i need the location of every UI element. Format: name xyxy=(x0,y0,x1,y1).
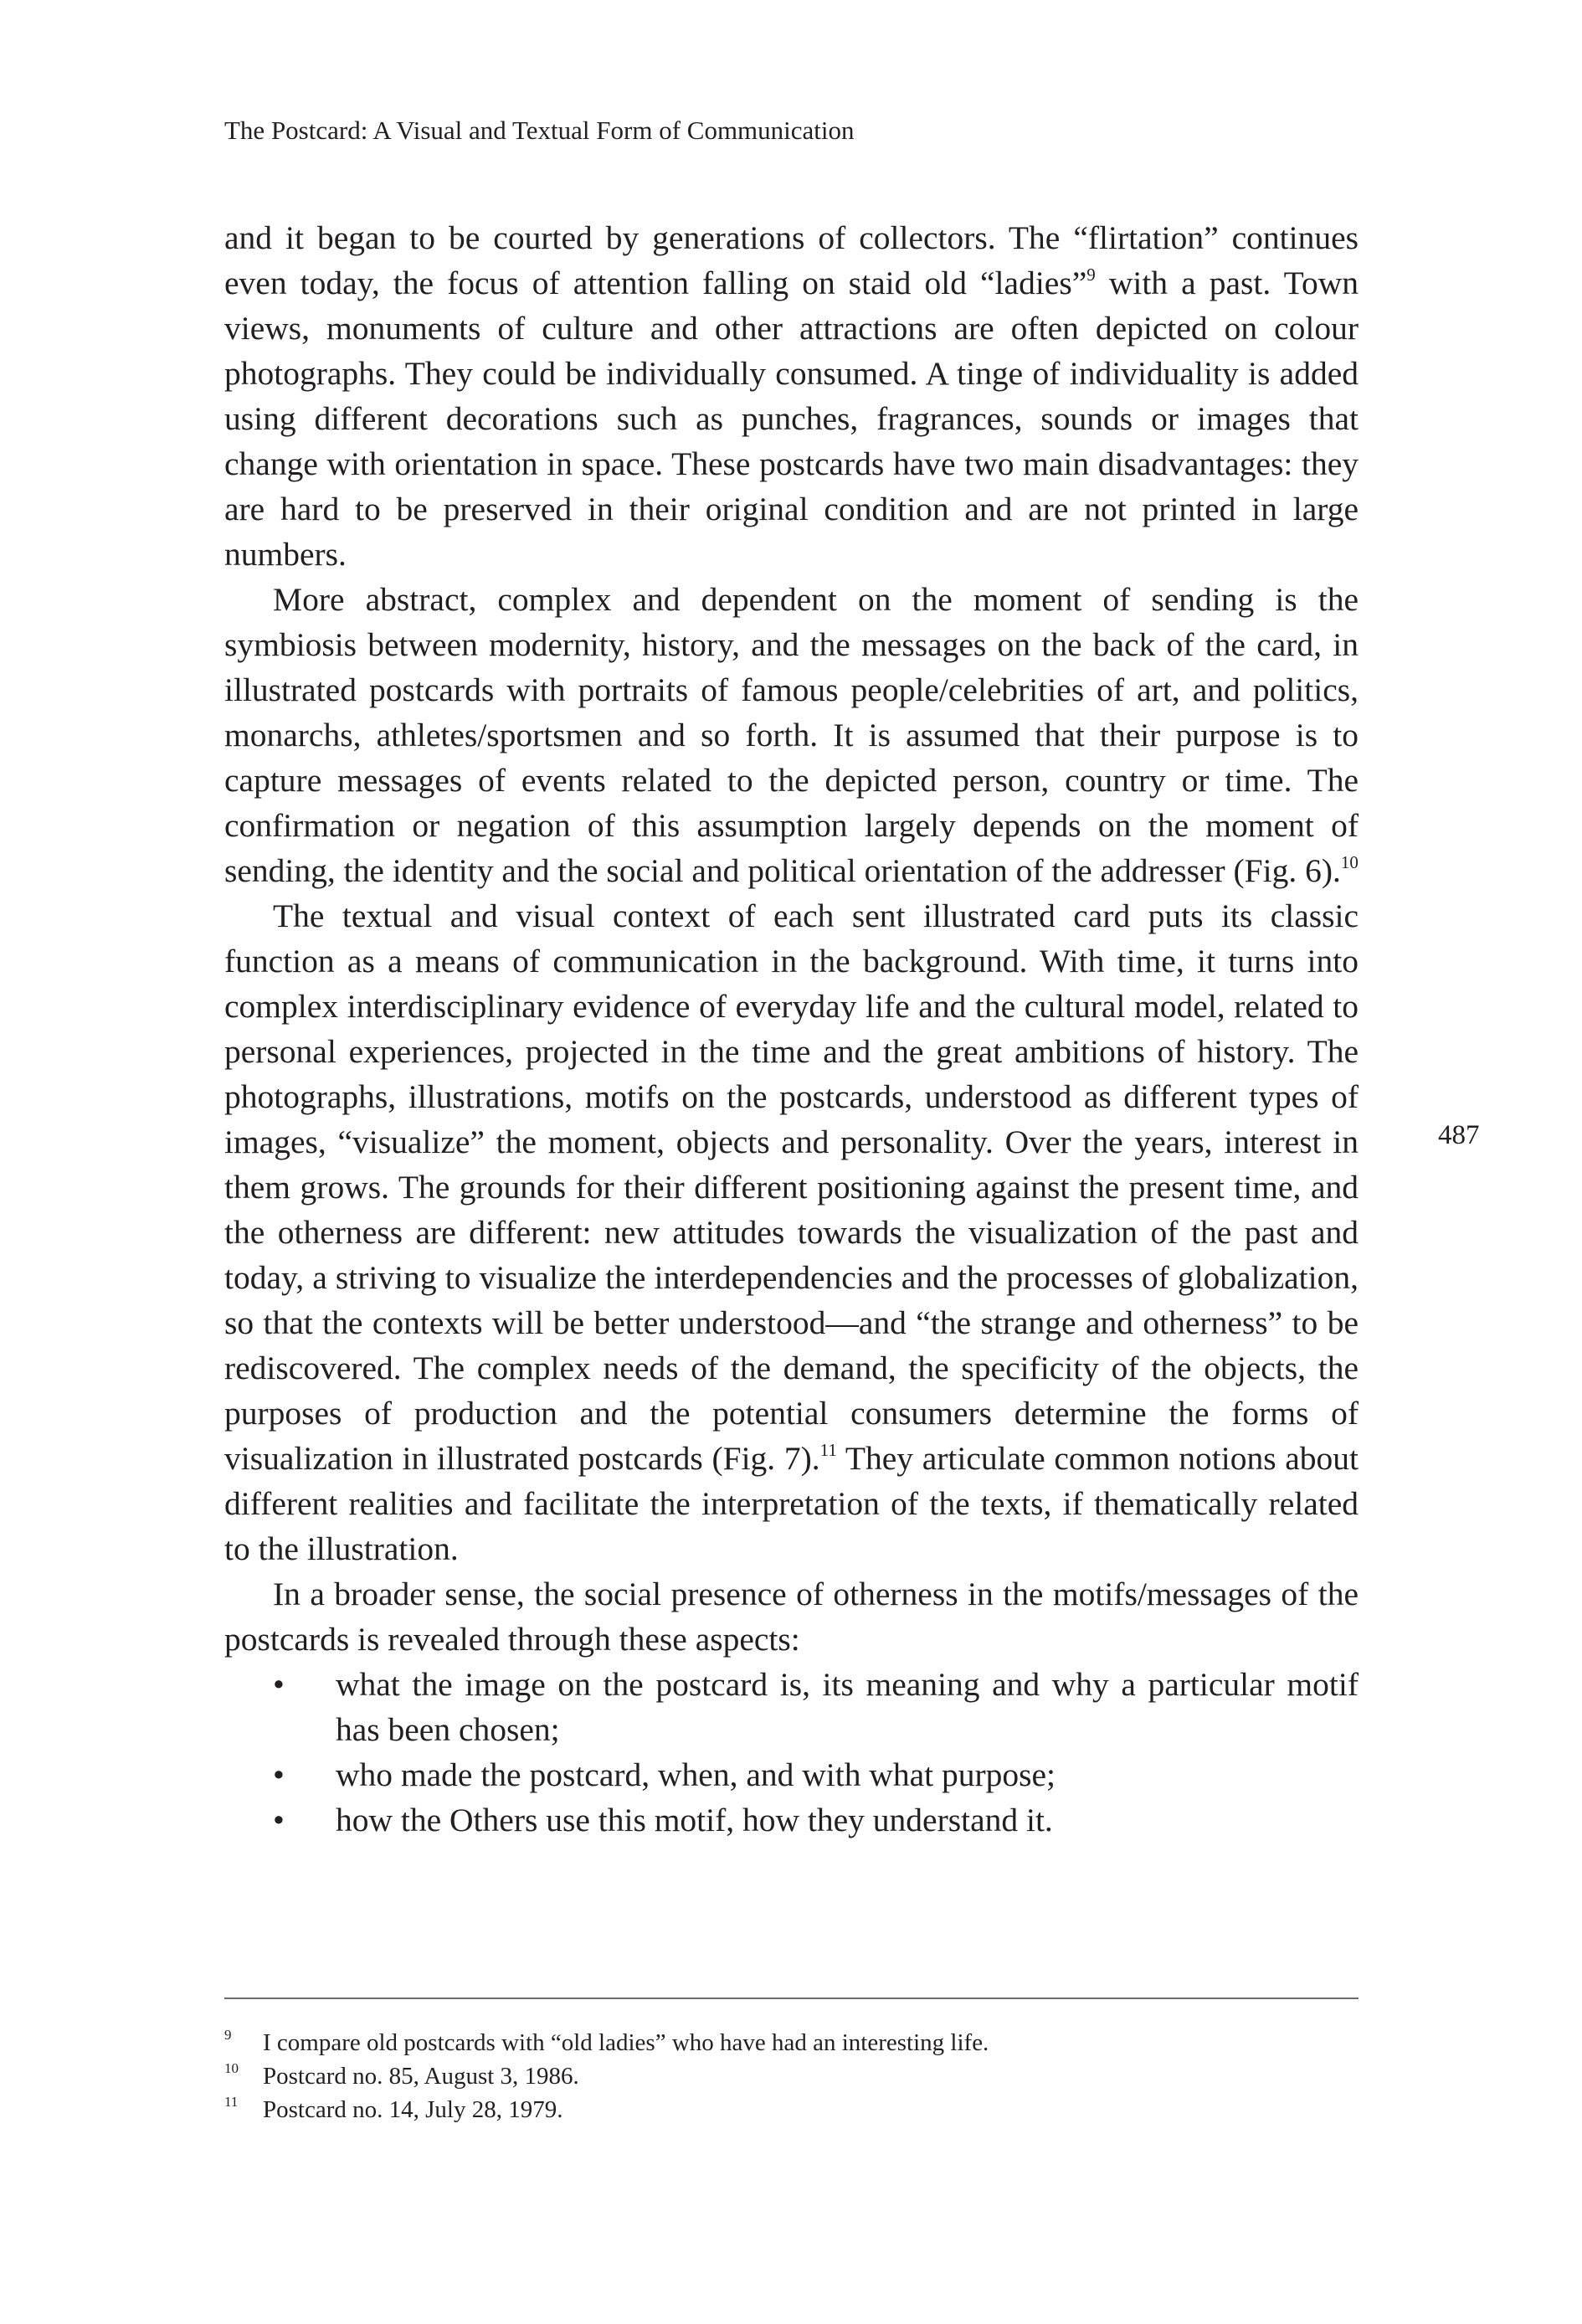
paragraph-text: More abstract, complex and dependent on the moment of sending is the symbiosis between modernity, history, and the messages on the back of the card, in illustrated postcards with portraits of famous people/celebrities of art, and politics, monarchs, athletes/sportsmen and so forth. It is assumed that their purpose is to capture messages of events related to the depicted person, country or time. The confirmation or negation of this assumption largely depends on the moment of sending, the identity and the social and political orientation of the addresser (Fig. 6). xyxy=(224,581,1359,889)
list-item xyxy=(224,1662,1359,1752)
paragraph-3 xyxy=(224,893,1359,1571)
body-text xyxy=(224,215,1359,1843)
running-header: The Postcard: A Visual and Textual Form of Communication xyxy=(224,116,855,145)
footnote-number: 11 xyxy=(224,2094,239,2110)
paragraph-2 xyxy=(224,577,1359,893)
bullet-icon: • xyxy=(273,1802,285,1838)
paragraph-text: and it began to be courted by generations of collectors. The “flirtation” continues even today, the focus of attention falling on staid old “ladies” xyxy=(224,219,1359,301)
footnote-text: Postcard no. 85, August 3, 1986. xyxy=(263,2063,579,2090)
footnote-divider xyxy=(224,1998,1359,1999)
footnote-9 xyxy=(224,2026,1359,2059)
footnote-ref-10[interactable]: 10 xyxy=(1340,852,1359,872)
list-item-text: who made the postcard, when, and with what purpose; xyxy=(336,1756,1056,1793)
footnotes xyxy=(224,2026,1359,2126)
footnote-ref-11[interactable]: 11 xyxy=(819,1440,837,1460)
paragraph-text: with a past. Town views, monuments of culture and other attractions are often depicted on colour photographs. They could be individually consumed. A tinge of individuality is added using different decorations such as punches, fragrances, sounds or images that change with orientation in space. These postcards have two main disadvantages: they are hard to be preserved in their original condition and are not printed in large numbers. xyxy=(224,265,1359,573)
footnote-11 xyxy=(224,2093,1359,2126)
paragraph-4 xyxy=(224,1571,1359,1662)
paragraph-1 xyxy=(224,215,1359,577)
list-item-text: how the Others use this motif, how they understand it. xyxy=(336,1802,1053,1838)
footnote-text: I compare old postcards with “old ladies” who have had an interesting life. xyxy=(263,2029,989,2056)
aspects-list xyxy=(224,1662,1359,1843)
bullet-icon: • xyxy=(273,1756,285,1793)
footnote-text: Postcard no. 14, July 28, 1979. xyxy=(263,2096,563,2123)
paragraph-text: The textual and visual context of each sent illustrated card puts its classic function as a means of communication in the background. With time, it turns into complex interdisciplinary evidence of everyday life and the cultural model, related to personal experiences, projected in the time and the great ambitions of history. The photographs, illustrations, motifs on the postcards, understood as different types of images, “visualize” the moment, objects and personality. Over the years, interest in them grows. The grounds for their different positioning against the present time, and the otherness are different: new attitudes towards the visualization of the past and today, a striving to visualize the interdependencies and the processes of globalization, so that the contexts will be better understood—and “the strange and otherness” to be rediscovered. The complex needs of the demand, the specificity of the objects, the purposes of production and the potential consumers determine the forms of visualization in illustrated postcards (Fig. 7). xyxy=(224,897,1359,1477)
list-item-text: what the image on the postcard is, its meaning and why a particular motif has been chosen; xyxy=(336,1666,1359,1748)
footnote-ref-9[interactable]: 9 xyxy=(1086,265,1096,285)
list-item xyxy=(224,1752,1359,1797)
footnote-number: 10 xyxy=(224,2060,239,2076)
page-number: 487 xyxy=(1438,1120,1480,1150)
list-item xyxy=(224,1797,1359,1843)
paragraph-text: In a broader sense, the social presence of otherness in the motifs/messages of the postcards is revealed through these aspects: xyxy=(224,1576,1359,1658)
bullet-icon: • xyxy=(273,1666,285,1703)
footnote-number: 9 xyxy=(224,2027,232,2043)
footnote-10 xyxy=(224,2059,1359,2093)
paragraph-text: They articulate common notions about different realities and facilitate the interpretation of the texts, if thematically related to the illustration. xyxy=(224,1440,1359,1567)
